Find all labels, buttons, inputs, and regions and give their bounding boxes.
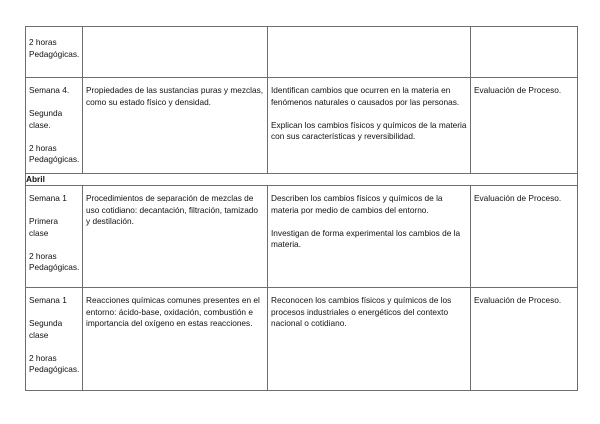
evaluation-cell bbox=[471, 27, 578, 78]
session-cell bbox=[26, 186, 83, 288]
content-cell bbox=[83, 288, 268, 391]
evaluation-cell bbox=[471, 78, 578, 174]
month-row bbox=[26, 174, 578, 186]
session-line: Segunda clase. bbox=[29, 108, 63, 130]
session-line: 2 horas Pedagógicas. bbox=[29, 352, 80, 374]
content-text: Procedimientos de separación de mezclas de uso cotidiano: decantación, filtración, tamizado y destilación. bbox=[86, 193, 259, 226]
session-line: Segunda clase bbox=[29, 318, 63, 340]
session-cell bbox=[26, 78, 83, 174]
evaluation-text: Evaluación de Proceso. bbox=[474, 85, 562, 95]
session-line: Semana 4. bbox=[29, 85, 70, 95]
session-line: Semana 1 bbox=[29, 193, 67, 203]
indicator-text: Investigan de forma experimental los cambios de la materia. bbox=[271, 227, 461, 249]
session-line: 2 horas Pedagógicas. bbox=[29, 250, 80, 272]
session-line: 2 horas Pedagógicas. bbox=[29, 37, 80, 59]
evaluation-cell bbox=[471, 186, 578, 288]
indicators-cell bbox=[268, 27, 471, 78]
content-cell bbox=[83, 78, 268, 174]
session-cell bbox=[26, 27, 83, 78]
content-cell bbox=[83, 186, 268, 288]
evaluation-cell bbox=[471, 288, 578, 391]
session-cell bbox=[26, 288, 83, 391]
indicators-cell bbox=[268, 288, 471, 391]
session-line: 2 horas Pedagógicas. bbox=[29, 142, 80, 164]
content-cell bbox=[83, 27, 268, 78]
indicator-text: Describen los cambios físicos y químicos de la materia por medio de cambios del entorno. bbox=[271, 193, 443, 215]
month-label: Abril bbox=[26, 174, 578, 186]
indicator-text: Identifican cambios que ocurren en la materia en fenómenos naturales o causados por las personas. bbox=[271, 85, 460, 107]
lesson-plan-table bbox=[25, 26, 578, 391]
indicators-cell bbox=[268, 186, 471, 288]
content-text: Reacciones químicas comunes presentes en el entorno: ácido-base, oxidación, combustión e importancia del oxígeno en estas reacciones. bbox=[86, 295, 260, 328]
table-row bbox=[26, 78, 578, 174]
session-line: Primera clase bbox=[29, 216, 59, 238]
content-text: Propiedades de las sustancias puras y mezclas, como su estado físico y densidad. bbox=[86, 85, 264, 107]
table-row bbox=[26, 288, 578, 391]
indicators-cell bbox=[268, 78, 471, 174]
table-row bbox=[26, 27, 578, 78]
evaluation-text: Evaluación de Proceso. bbox=[474, 193, 562, 203]
session-line: Semana 1 bbox=[29, 295, 67, 305]
table-row bbox=[26, 186, 578, 288]
indicator-text: Reconocen los cambios físicos y químicos de los procesos industriales o energéticos del contexto nacional o cotidiano. bbox=[271, 295, 452, 328]
evaluation-text: Evaluación de Proceso. bbox=[474, 295, 562, 305]
indicator-text: Explican los cambios físicos y químicos de la materia con sus características y reversibilidad. bbox=[271, 119, 467, 141]
